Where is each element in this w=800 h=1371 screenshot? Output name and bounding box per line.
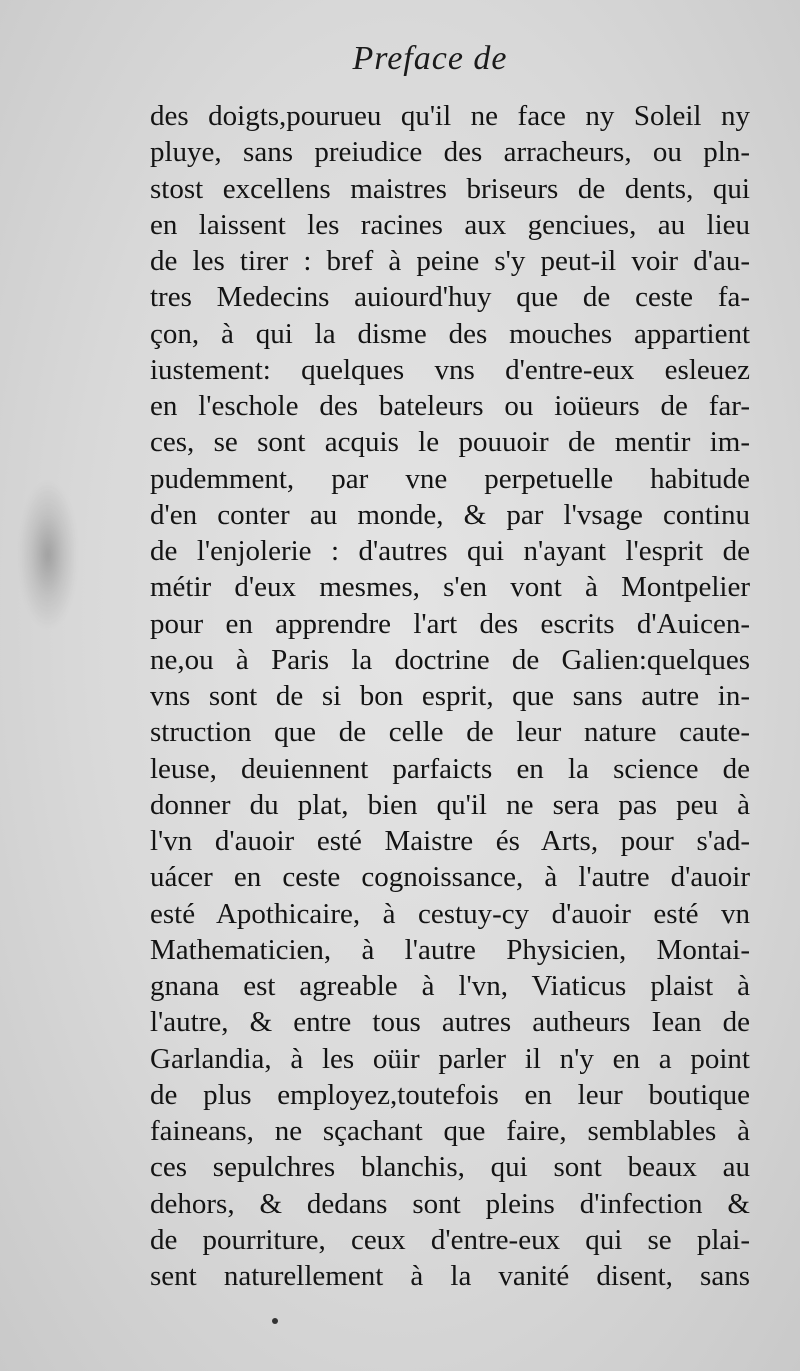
text-line: Garlandia, à les oüir parler il n'y en a point (150, 1042, 750, 1075)
text-line: gnana est agreable à l'vn, Viaticus plaist à (150, 970, 750, 1002)
gutter-stain (18, 480, 78, 630)
text-line: en laissent les racines aux genciues, au lieu (150, 208, 750, 241)
text-line: des doigts,pourueu qu'il ne face ny Soleil ny (150, 100, 750, 132)
text-line: struction que de celle de leur nature caute- (150, 716, 750, 749)
text-line: çon, à qui la disme des mouches appartient (150, 317, 750, 350)
text-line: tres Medecins auiourd'huy que de ceste fa- (150, 281, 750, 314)
text-line: esté Apothicaire, à cestuy-cy d'auoir esté vn (150, 897, 750, 930)
text-line: d'en conter au monde, & par l'vsage continu (150, 498, 750, 531)
text-line: stost excellens maistres briseurs de dents, qui (150, 172, 750, 205)
text-line: pour en apprendre l'art des escrits d'Auicen- (150, 607, 750, 640)
text-line: uácer en ceste cognoissance, à l'autre d'auoir (150, 861, 750, 894)
text-line: l'autre, & entre tous autres autheurs Iean de (150, 1006, 750, 1039)
body-text (150, 98, 750, 1294)
text-line: de plus employez,toutefois en leur boutique (150, 1078, 750, 1111)
text-line: l'vn d'auoir esté Maistre és Arts, pour s'ad- (150, 825, 750, 857)
text-line: en l'eschole des bateleurs ou ioüeurs de far- (150, 390, 750, 422)
text-line: dehors, & dedans sont pleins d'infection & (150, 1187, 750, 1220)
text-line: pluye, sans preiudice des arracheurs, ou pln- (150, 136, 750, 169)
text-line: faineans, ne sçachant que faire, semblables à (150, 1115, 750, 1147)
running-head (0, 40, 800, 78)
text-line: de les tirer : bref à peine s'y peut-il voir d'au- (150, 245, 750, 277)
text-line: métir d'eux mesmes, s'en vont à Montpelier (150, 571, 750, 604)
text-line: Mathematicien, à l'autre Physicien, Montai- (150, 933, 750, 966)
text-line: iustement: quelques vns d'entre-eux esleuez (150, 353, 750, 386)
text-line: leuse, deuiennent parfaicts en la science de (150, 752, 750, 785)
ink-speck (272, 1318, 278, 1324)
text-line: donner du plat, bien qu'il ne sera pas peu à (150, 788, 750, 821)
text-line: sent naturellement à la vanité disent, sans (150, 1260, 750, 1292)
running-head-text: Preface de (352, 40, 508, 77)
text-line: ne,ou à Paris la doctrine de Galien:quelques (150, 643, 750, 676)
text-line: de pourriture, ceux d'entre-eux qui se plai- (150, 1223, 750, 1256)
text-line: de l'enjolerie : d'autres qui n'ayant l'esprit de (150, 535, 750, 567)
text-line: ces, se sont acquis le pouuoir de mentir im- (150, 426, 750, 459)
text-line: ces sepulchres blanchis, qui sont beaux au (150, 1151, 750, 1184)
text-line: vns sont de si bon esprit, que sans autre in- (150, 680, 750, 712)
text-line: pudemment, par vne perpetuelle habitude (150, 462, 750, 495)
